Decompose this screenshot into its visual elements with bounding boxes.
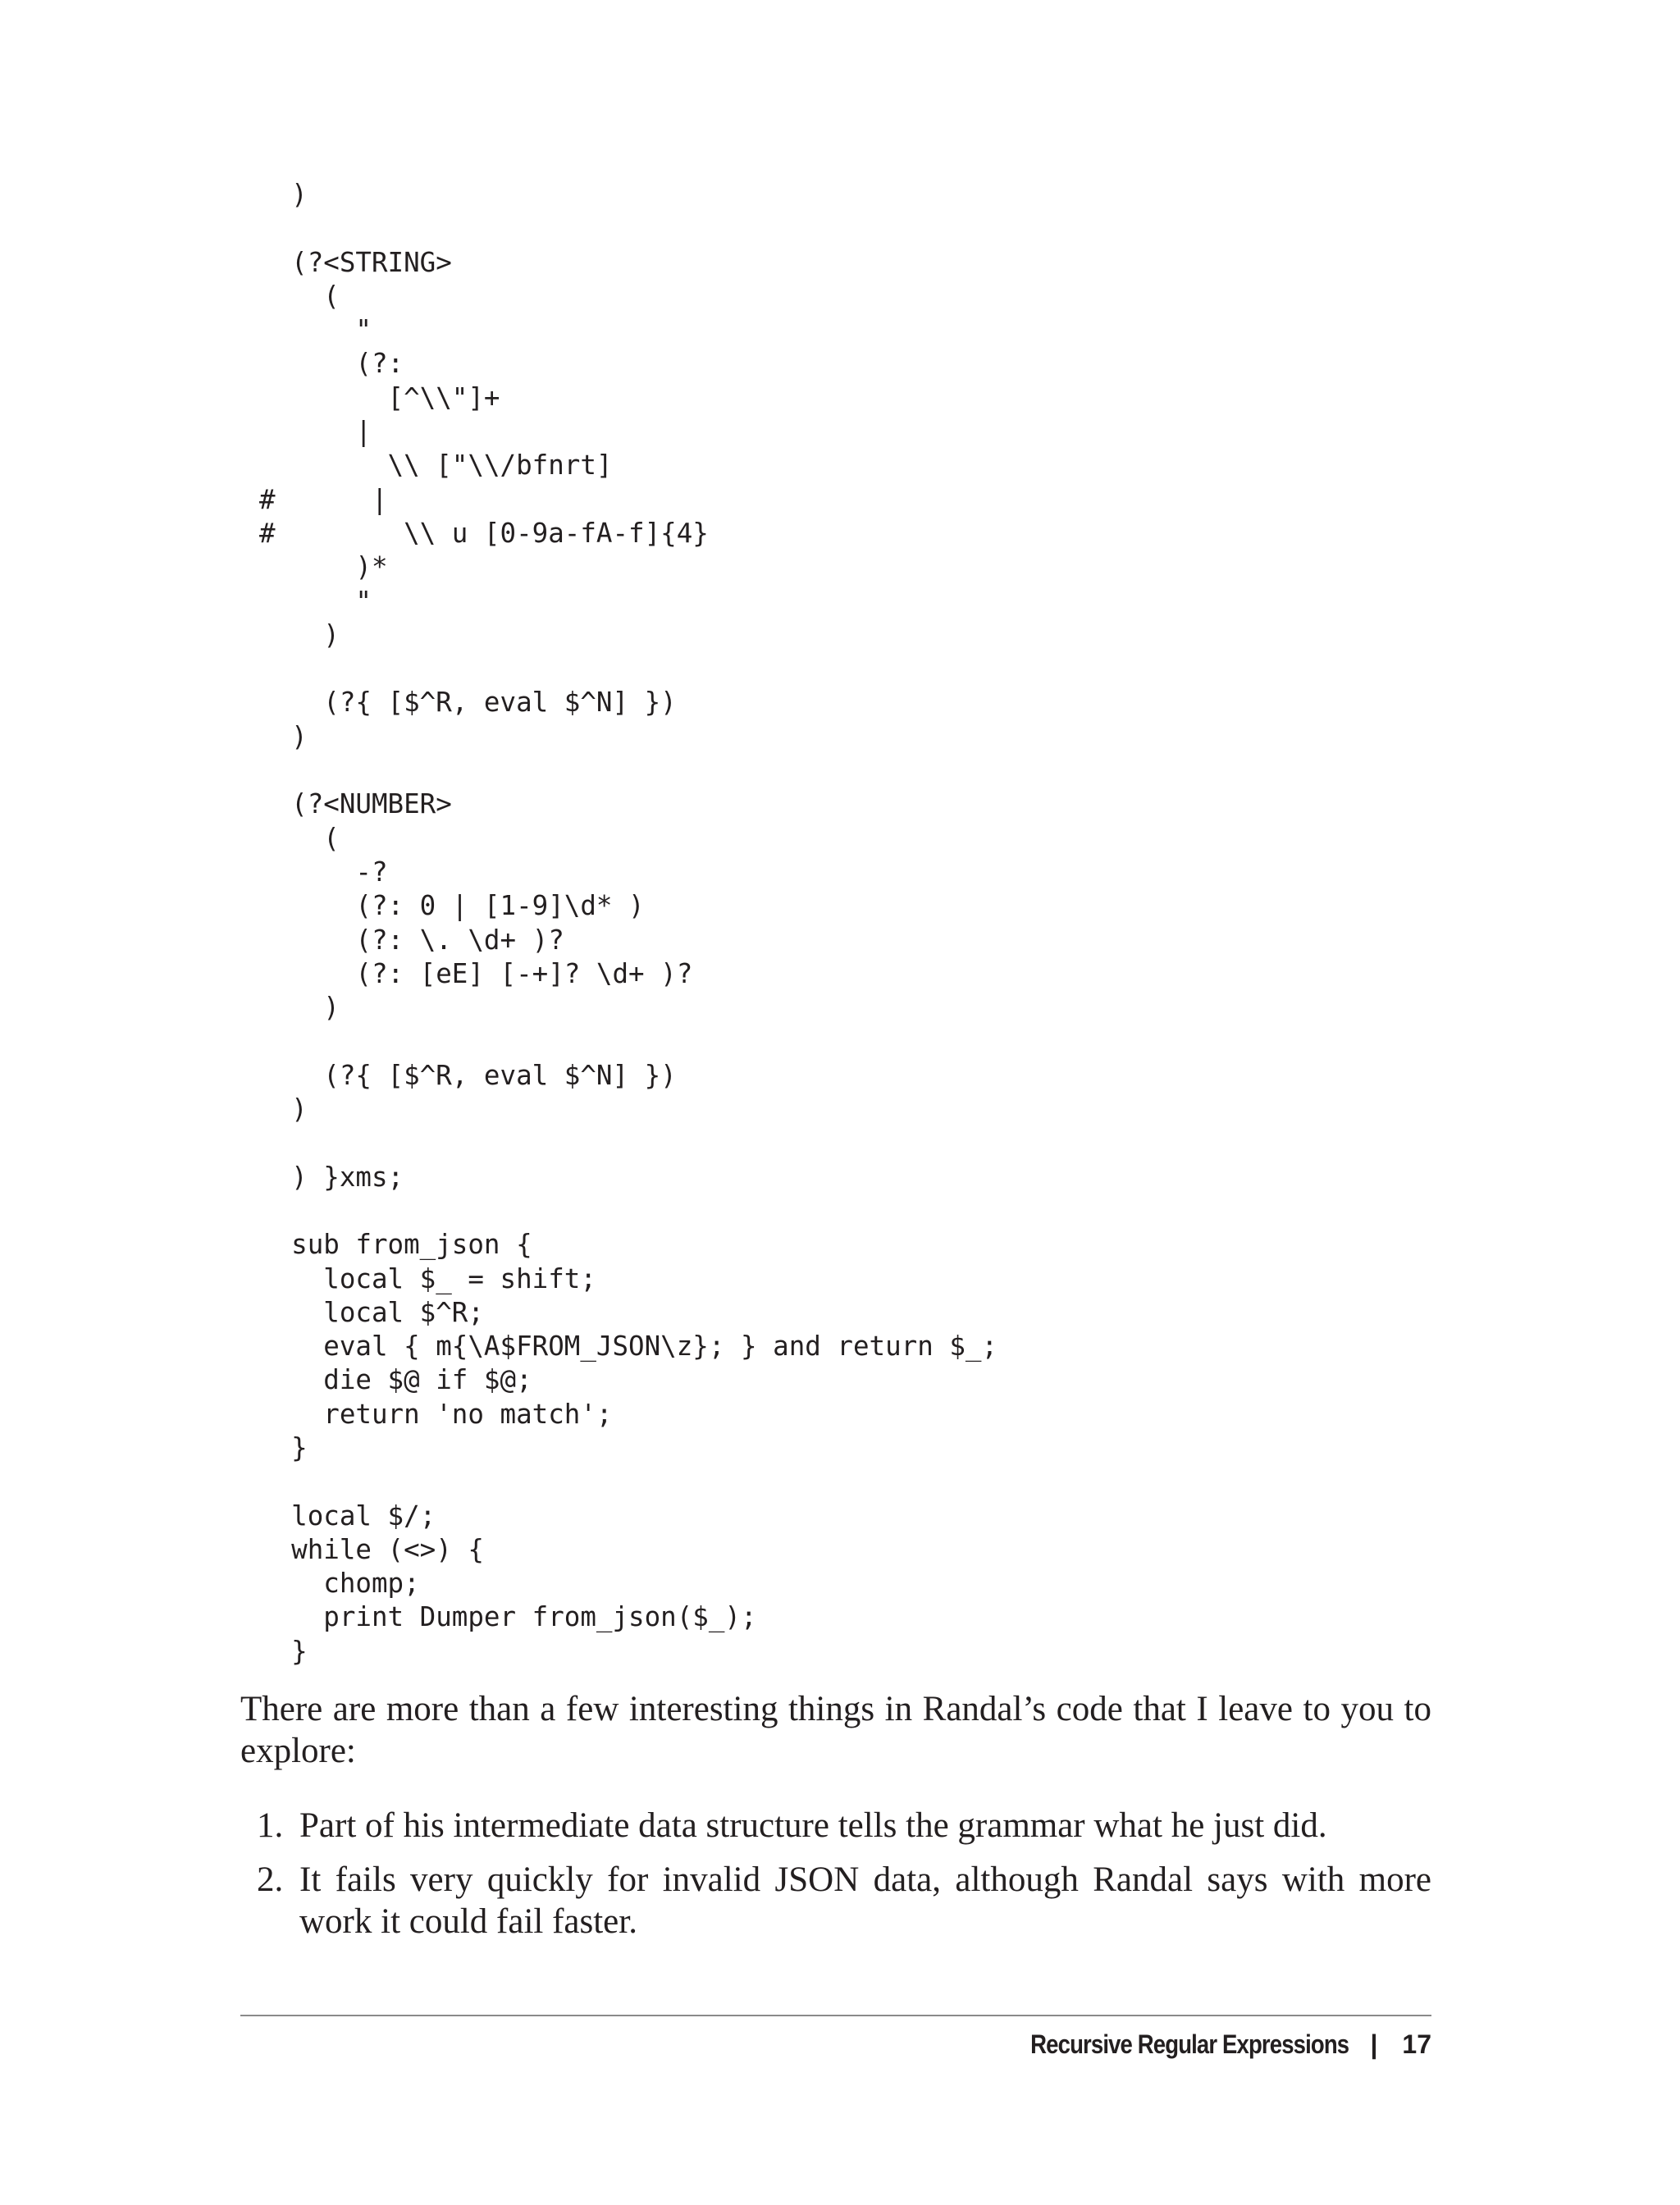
list-item: [240, 1859, 1431, 1942]
page-footer: [979, 2020, 1431, 2069]
page-number: 17: [1402, 2029, 1431, 2059]
list-item: [240, 1805, 1431, 1847]
list-item-number: 1.: [257, 1806, 284, 1845]
list-item-text: Part of his intermediate data structure tells the grammar what he just did.: [299, 1806, 1327, 1845]
footer-rule: [240, 2015, 1431, 2016]
footer-separator: |: [1370, 2029, 1378, 2059]
list-item-text: It fails very quickly for invalid JSON data, although Randal says with more work it could fail faster.: [299, 1860, 1431, 1941]
body-paragraph: There are more than a few interesting things in Randal’s code that I leave to you to explore:: [240, 1690, 1431, 1770]
code-listing: ) (?<STRING> ( " (?: [^\\"]+ | \\ ["\\/bfnrt] # | # \\ u [0-9a-fA-f]{4} )* " ) (?{ [$^R, eval $^N] }) ) (?<NUMBER> ( -? (?: 0 | [1-9]\d* ) (?: \. \d+ )? (?: [eE] [-+]? \d+ )? ) (?{ [$^R, eval $^N] }) ) ) }xms; sub from_json { local $_ = shift; local $^R; eval { m{\A$FROM_JSON\z}; } and return $_; die $@ if $@; return 'no match'; } local $/; while (<>) { chomp; print Dumper from_json($_); }: [259, 179, 998, 1667]
numbered-list: [240, 1805, 1431, 1955]
footer-section-title: Recursive Regular Expressions: [1030, 2029, 1349, 2059]
list-item-number: 2.: [257, 1860, 284, 1899]
